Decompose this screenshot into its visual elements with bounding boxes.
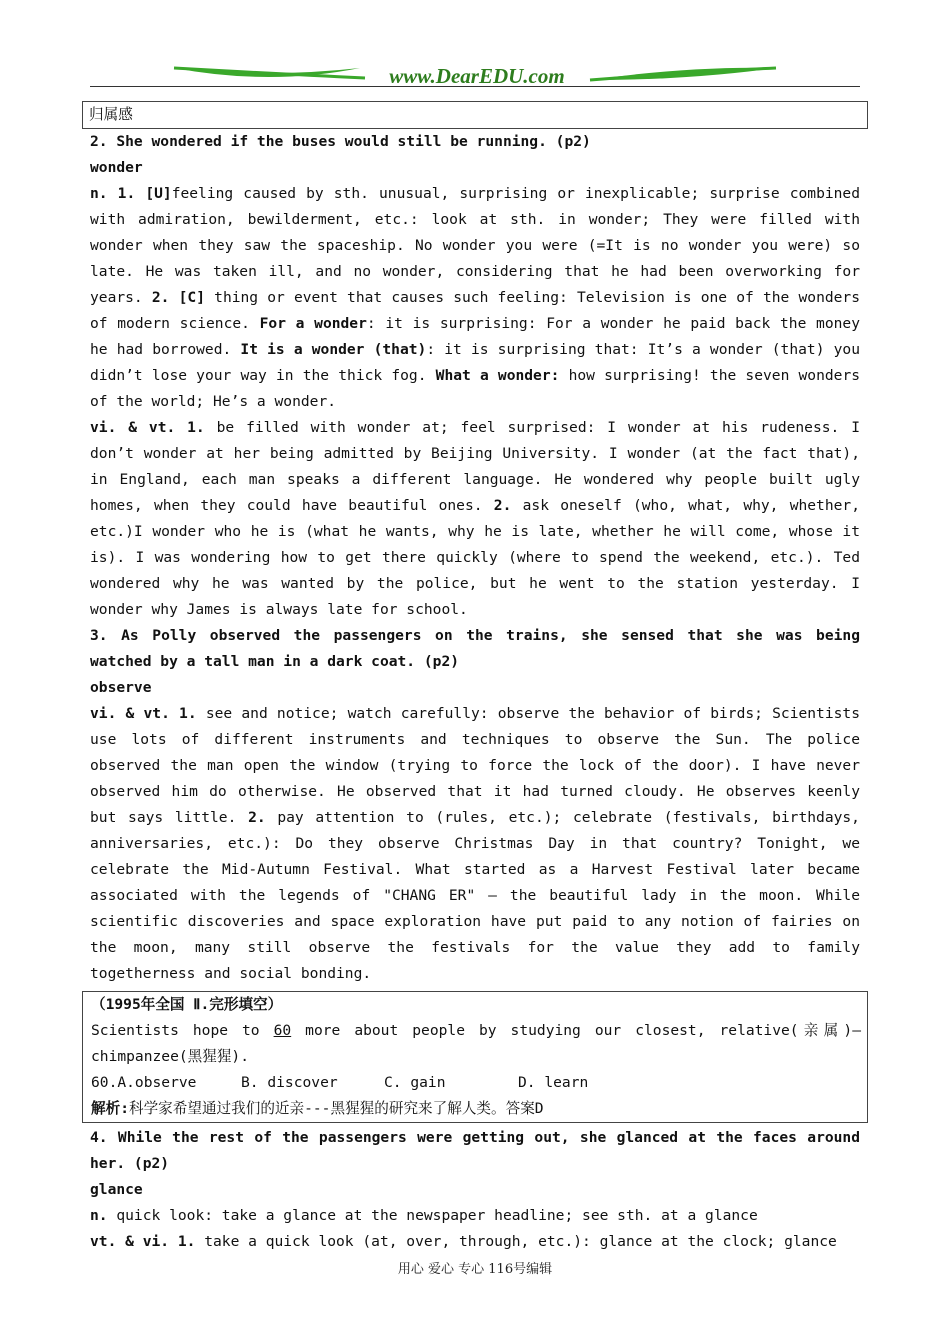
exam-blank: 60 xyxy=(273,1022,292,1039)
observe-verb-entry xyxy=(90,701,860,987)
answer-text: 科学家希望通过我们的近亲---黑猩猩的研究来了解人类。答案D xyxy=(128,1100,544,1117)
section-3-heading: 3. As Polly observed the passengers on the trains, she sensed that she was being watched by a tall man in a dark coat. (p2) xyxy=(90,627,860,670)
definition-text: quick look: take a glance at the newspaper headline; see sth. at a glance xyxy=(107,1207,758,1224)
exam-answer xyxy=(91,1096,861,1122)
site-logo-text: www.DearEDU.com xyxy=(389,64,565,88)
exam-sentence xyxy=(91,1018,861,1070)
exam-sentence-part: Scientists hope to xyxy=(91,1022,274,1039)
pos-label: n. 1. [U] xyxy=(90,185,172,202)
phrase-definition: : it is surprising: For a wonder he paid back the money he had borrowed. xyxy=(90,315,860,358)
phrase-label: What a wonder: xyxy=(435,367,560,384)
pos-label: vi. & vt. 1. xyxy=(90,419,205,436)
headword-glance: glance xyxy=(90,1181,143,1198)
definition-text: pay attention to (rules, etc.); celebrate (festivals, birthdays, anniversaries, etc.): Do they observe Christmas Day in that country? Tonight, we celebrate the Mid-Autumn Festival. What started as a Harvest Festival later became associated with the legends of "CHANG ER" – the beautiful lady in the moon. While scientific discoveries and space exploration have put paid to any notion of fairies on the moon, many still observe the festivals for the value they add to family togetherness and social bonding. xyxy=(90,809,860,982)
option-a: 60.A.observe xyxy=(91,1074,197,1091)
section-4-heading: 4. While the rest of the passengers were getting out, she glanced at the faces around her. (p2) xyxy=(90,1129,860,1172)
glance-noun-entry xyxy=(90,1203,860,1229)
sense-label: 2. xyxy=(493,497,512,514)
glance-verb-entry xyxy=(90,1229,860,1255)
exam-options xyxy=(91,1070,861,1096)
section-2-heading: 2. She wondered if the buses would still be running. (p2) xyxy=(90,133,591,150)
definition-text: feeling caused by sth. unusual, surprising or inexplicable; surprise combined with admiration, bewilderment, etc.: look at sth. in wonder; They were filled with wonder when they saw the spaceship. No wonder you were (=It is no wonder you were) so late. He was taken ill, and no wonder, considering that he had been overworking for years. xyxy=(90,185,861,306)
pos-label: vi. & vt. 1. xyxy=(90,705,197,722)
answer-label: 解析: xyxy=(91,1100,129,1117)
exam-question-box xyxy=(82,991,868,1123)
header-rule xyxy=(90,86,860,87)
option-b: B. discover xyxy=(241,1074,338,1091)
exam-sentence-part: more about people by studying our closest, relative(亲属)—chimpanzee(黑猩猩). xyxy=(91,1022,861,1065)
phrase-label: It is a wonder (that) xyxy=(240,341,427,358)
wonder-verb-entry xyxy=(90,415,860,623)
phrase-label: For a wonder xyxy=(259,315,367,332)
sense-label: 2. [C] xyxy=(151,289,205,306)
phrase-definition: how surprising! the seven wonders of the world; He’s a wonder. xyxy=(90,367,861,410)
option-c: C. gain xyxy=(384,1074,446,1091)
boxed-note: 归属感 xyxy=(82,101,868,129)
sense-label: 2. xyxy=(248,809,266,826)
definition-text: ask oneself (who, what, why, whether, etc.)I wonder who he is (what he wants, why he is late, whether he will come, whose it is). I was wondering how to get there quickly (where to spend the weekend, etc.). Ted wondered why he was wanted by the police, but he went to the station yesterday. I wonder why James is always late for school. xyxy=(90,497,860,618)
exam-title: （1995年全国 Ⅱ.完形填空） xyxy=(91,996,283,1013)
option-d: D. learn xyxy=(518,1074,589,1091)
phrase-definition: : it is surprising that: It’s a wonder (that) you didn’t lose your way in the thick fog. xyxy=(90,341,860,384)
document-body xyxy=(90,101,860,1255)
definition-text: be filled with wonder at; feel surprised: I wonder at his rudeness. I don’t wonder at her being admitted by Beijing University. I wonder (at the fact that), in England, each man speaks a different language. He wondered why people built ugly homes, when they could have beautiful ones. xyxy=(90,419,860,514)
pos-label: n. xyxy=(90,1207,108,1224)
wonder-noun-entry xyxy=(90,181,860,415)
headword-wonder: wonder xyxy=(90,159,143,176)
headword-observe: observe xyxy=(90,679,152,696)
definition-text: thing or event that causes such feeling: Television is one of the wonders of modern science. xyxy=(90,289,860,332)
pos-label: vt. & vi. 1. xyxy=(90,1233,196,1250)
definition-text: take a quick look (at, over, through, etc.): glance at the clock; glance xyxy=(195,1233,837,1250)
page-footer: 用心 爱心 专心 116号编辑 xyxy=(397,1262,553,1277)
definition-text: see and notice; watch carefully: observe the behavior of birds; Scientists use lots of different instruments and techniques to observe the Sun. The police observed the man open the window (trying to force the lock of the door). I have never observed him do otherwise. He observed that it had turned cloudy. He observes keenly but says little. xyxy=(90,705,860,826)
